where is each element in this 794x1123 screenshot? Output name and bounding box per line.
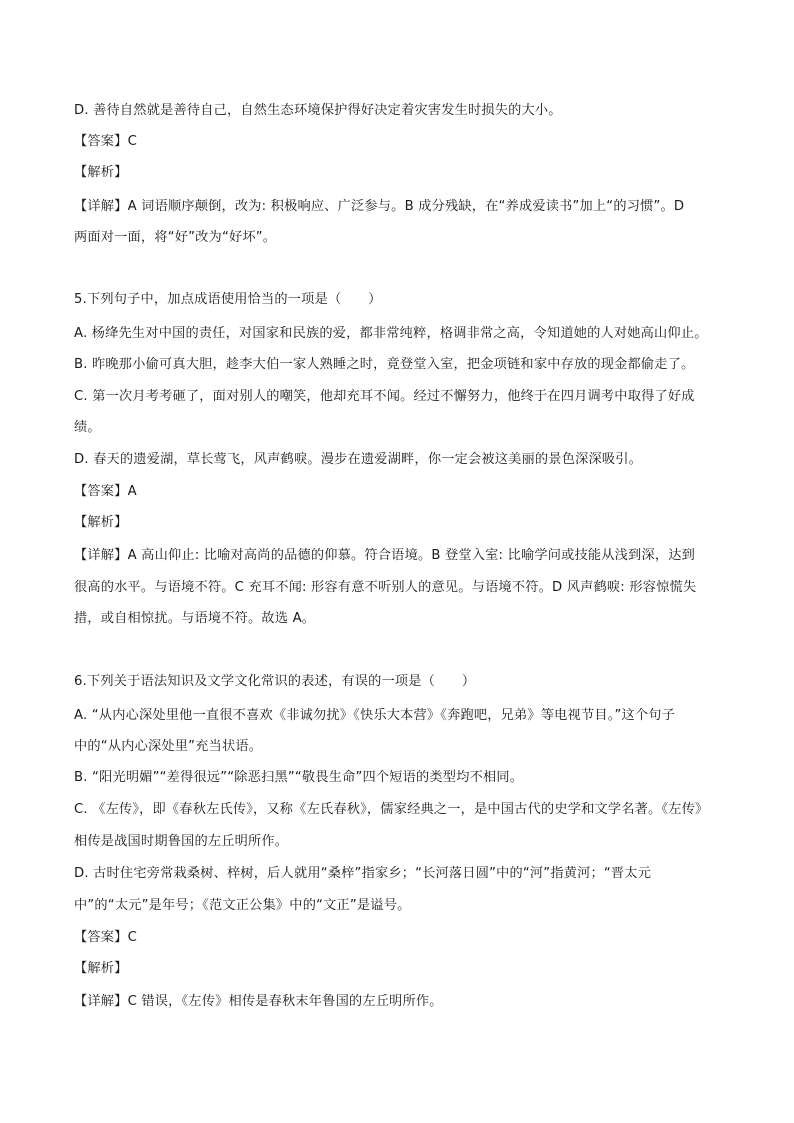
answer-tag: 【答案】 <box>74 484 128 499</box>
q6-option-a-line-1: A. “从内心深处里他一直很不喜欢《非诚勿扰》《快乐大本营》《奔跑吧，兄弟》等电视节目。”这个句子 <box>74 708 676 723</box>
q5-option-b: B. 昨晚那小偷可真大胆，趁李大伯一家人熟睡之时，竟登堂入室，把金项链和家中存放的现金都偷走了。 <box>74 357 695 372</box>
q6-option-a-line-2: 中的“从内心深处里”充当状语。 <box>74 739 263 754</box>
prev-answer <box>74 133 137 151</box>
detail-text: C 错误，《左传》相传是春秋末年鲁国的左丘明所作。 <box>127 994 443 1009</box>
prev-option-d: D. 善待自然就是善待自己，自然生态环境保护得好决定着灾害发生时损失的大小。 <box>74 103 562 118</box>
q5-detail-line-1 <box>74 547 695 565</box>
answer-value: C <box>127 134 137 149</box>
answer-value: A <box>127 484 137 499</box>
detail-tag: 【详解】 <box>74 548 128 563</box>
answer-tag: 【答案】 <box>74 134 128 149</box>
q6-option-c-line-1: C. 《左传》，即《春秋左氏传》，又称《左氏春秋》，儒家经典之一，是中国古代的史学和文学名著。《左传》 <box>74 802 709 817</box>
q6-option-c-line-2: 相传是战国时期鲁国的左丘明所作。 <box>74 834 289 849</box>
prev-detail-line-2: 两面对一面，将“好”改为“好坏”。 <box>74 230 277 245</box>
detail-tag: 【详解】 <box>74 994 128 1009</box>
detail-text: A 高山仰止: 比喻对高尚的品德的仰慕。符合语境。B 登堂入室: 比喻学问或技能从浅到深，达到 <box>127 548 695 563</box>
q5-answer <box>74 483 137 501</box>
prev-analysis-tag: 【解析】 <box>74 165 128 180</box>
answer-tag: 【答案】 <box>74 930 128 945</box>
q6-option-d-line-1: D. 古时住宅旁常栽桑树、梓树，后人就用“桑梓”指家乡；“长河落日圆”中的“河”指黄河；“晋太元 <box>74 866 652 881</box>
q5-option-c-line-1: C. 第一次月考考砸了，面对别人的嘲笑，他却充耳不闻。经过不懈努力，他终于在四月调考中取得了好成 <box>74 389 695 404</box>
q5-detail-line-3: 措，或自相惊扰。与语境不符。故选 A。 <box>74 611 316 626</box>
q6-stem: 6.下列关于语法知识及文学文化常识的表述，有误的一项是（ ） <box>74 674 476 689</box>
q6-detail-line-1 <box>74 993 443 1011</box>
detail-text: A 词语顺序颠倒，改为: 积极响应、广泛参与。B 成分残缺，在“养成爱读书”加上“的习惯”。D <box>127 199 685 214</box>
q6-option-b: B. “阳光明媚”“差得很远”“除恶扫黑”“敬畏生命”四个短语的类型均不相同。 <box>74 770 524 785</box>
q5-option-c-line-2: 绩。 <box>74 420 101 435</box>
q5-detail-line-2: 很高的水平。与语境不符。C 充耳不闻: 形容有意不听别人的意见。与语境不符。D 风声鹤唳: 形容惊慌失 <box>74 580 697 595</box>
q5-analysis-tag: 【解析】 <box>74 515 128 530</box>
q6-analysis-tag: 【解析】 <box>74 961 128 976</box>
q5-stem: 5.下列句子中，加点成语使用恰当的一项是（ ） <box>74 292 382 307</box>
q5-option-d: D. 春天的遗爱湖，草长莺飞，风声鹤唳。漫步在遗爱湖畔，你一定会被这美丽的景色深深吸引。 <box>74 452 643 467</box>
q5-option-a: A. 杨绛先生对中国的责任，对国家和民族的爱，都非常纯粹，格调非常之高，令知道她的人对她高山仰止。 <box>74 326 708 341</box>
answer-value: C <box>127 930 137 945</box>
q6-answer <box>74 929 137 947</box>
prev-detail-line-1 <box>74 198 684 216</box>
q6-option-d-line-2: 中”的“太元”是年号；《范文正公集》中的“文正”是谥号。 <box>74 898 411 913</box>
detail-tag: 【详解】 <box>74 199 128 214</box>
